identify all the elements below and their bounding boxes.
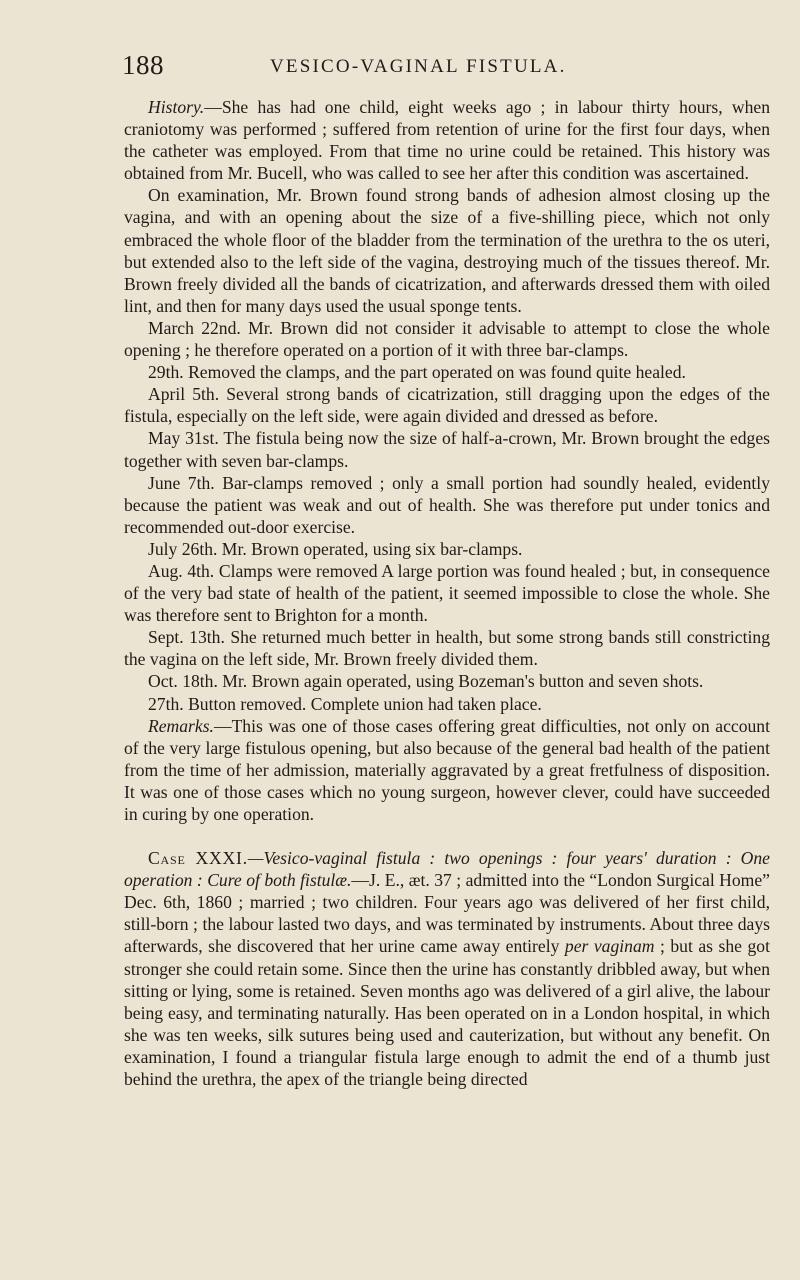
page-number: 188 (122, 50, 164, 80)
history-label: History. (148, 97, 205, 117)
entry-sept-13: Sept. 13th. She returned much better in health, but some strong bands still constricting the vagina on the left side, Mr. Brown freely divided them. (124, 627, 770, 670)
remarks-label: Remarks. (148, 715, 214, 736)
examination-paragraph: On examination, Mr. Brown found strong bands of adhesion almost closing up the vagina, and with an opening about the size of a five-shilling piece, which not only embraced the whole floor of the bladder from the termination of the urethra to the os uteri, but extended also to the left side of the vagina, destroying much of the tissues thereof. Mr. Brown freely divided all the bands of cicatrization, and afterwards dressed them with oiled lint, and then for many days used the usual sponge tents. (124, 185, 770, 316)
case-paragraph (124, 847, 770, 1090)
entry-april-5: April 5th. Several strong bands of cicatrization, still dragging upon the edges of the fistula, especially on the left side, were again divided and dressed as before. (124, 384, 770, 427)
entry-july-26: July 26th. Mr. Brown operated, using six bar-clamps. (148, 538, 523, 559)
entry-oct-27: 27th. Button removed. Complete union had taken place. (148, 693, 542, 714)
remarks-paragraph (124, 715, 770, 825)
page-body (124, 96, 770, 1090)
history-paragraph (124, 96, 770, 184)
case-text: —J. E., æt. 37 ; admitted into the “London Surgical Home” Dec. 6th, 1860 ; married ; two children. Four years ago was delivered of her first child, still-born ; the labour lasted two days, and was terminated by instruments. About three days afterwards, she discovered that her urine came away entirely (124, 870, 770, 957)
paragraph-text: —She has had one child, eight weeks ago ; in labour thirty hours, when craniotomy was performed ; suffered from retention of urine for the first four days, when the catheter was employed. From that time no urine could be retained. This history was obtained from Mr. Bucell, who was called to see her after this condition was ascertained. (124, 97, 770, 184)
entry-march-29: 29th. Removed the clamps, and the part operated on was found quite healed. (148, 362, 686, 383)
running-head: VESICO-VAGINAL FISTULA. (270, 56, 567, 77)
case-italic-phrase: per vaginam (564, 936, 655, 957)
case-heading: Case XXXI. (148, 848, 248, 869)
entry-june-7: June 7th. Bar-clamps removed ; only a small portion had soundly healed, evidently because the patient was weak and out of health. She was therefore put under tonics and recommended out-door exercise. (124, 472, 770, 537)
page-header (122, 50, 768, 84)
case-text-after: ; but as she got stronger she could retain some. Since then the urine has constantly dribbled away, but when sitting or lying, some is retained. Seven months ago was delivered of a girl alive, the labour being easy, and terminating naturally. Has been operated on in a London hospital, in which she was ten weeks, silk sutures being used and cauterization, but without any benefit. On examination, I found a triangular fistula large enough to admit the end of a thumb just behind the urethra, the apex of the triangle being directed (124, 936, 770, 1090)
case-title: —Vesico-vaginal fistula : two openings : four years' duration : One operation : Cure of both fistulæ. (124, 848, 770, 891)
section-spacer (124, 825, 770, 847)
entry-aug-4: Aug. 4th. Clamps were removed A large portion was found healed ; but, in consequence of the very bad state of health of the patient, it seemed impossible to close the whole. She was therefore sent to Brighton for a month. (124, 560, 770, 626)
entry-may-31: May 31st. The fistula being now the size of half-a-crown, Mr. Brown brought the edges together with seven bar-clamps. (124, 428, 770, 471)
entry-oct-18: Oct. 18th. Mr. Brown again operated, using Bozeman's button and seven shots. (148, 671, 704, 692)
paragraph-text: —This was one of those cases offering great difficulties, not only on account of the very large fistulous opening, but also because of the general bad health of the patient from the time of her admission, materially aggravated by a great fretfulness of disposition. It was one of those cases which no young surgeon, however clever, could have succeeded in curing by one operation. (124, 715, 770, 824)
entry-march-22: March 22nd. Mr. Brown did not consider it advisable to attempt to close the whole opening ; he therefore operated on a portion of it with three bar-clamps. (124, 317, 770, 361)
